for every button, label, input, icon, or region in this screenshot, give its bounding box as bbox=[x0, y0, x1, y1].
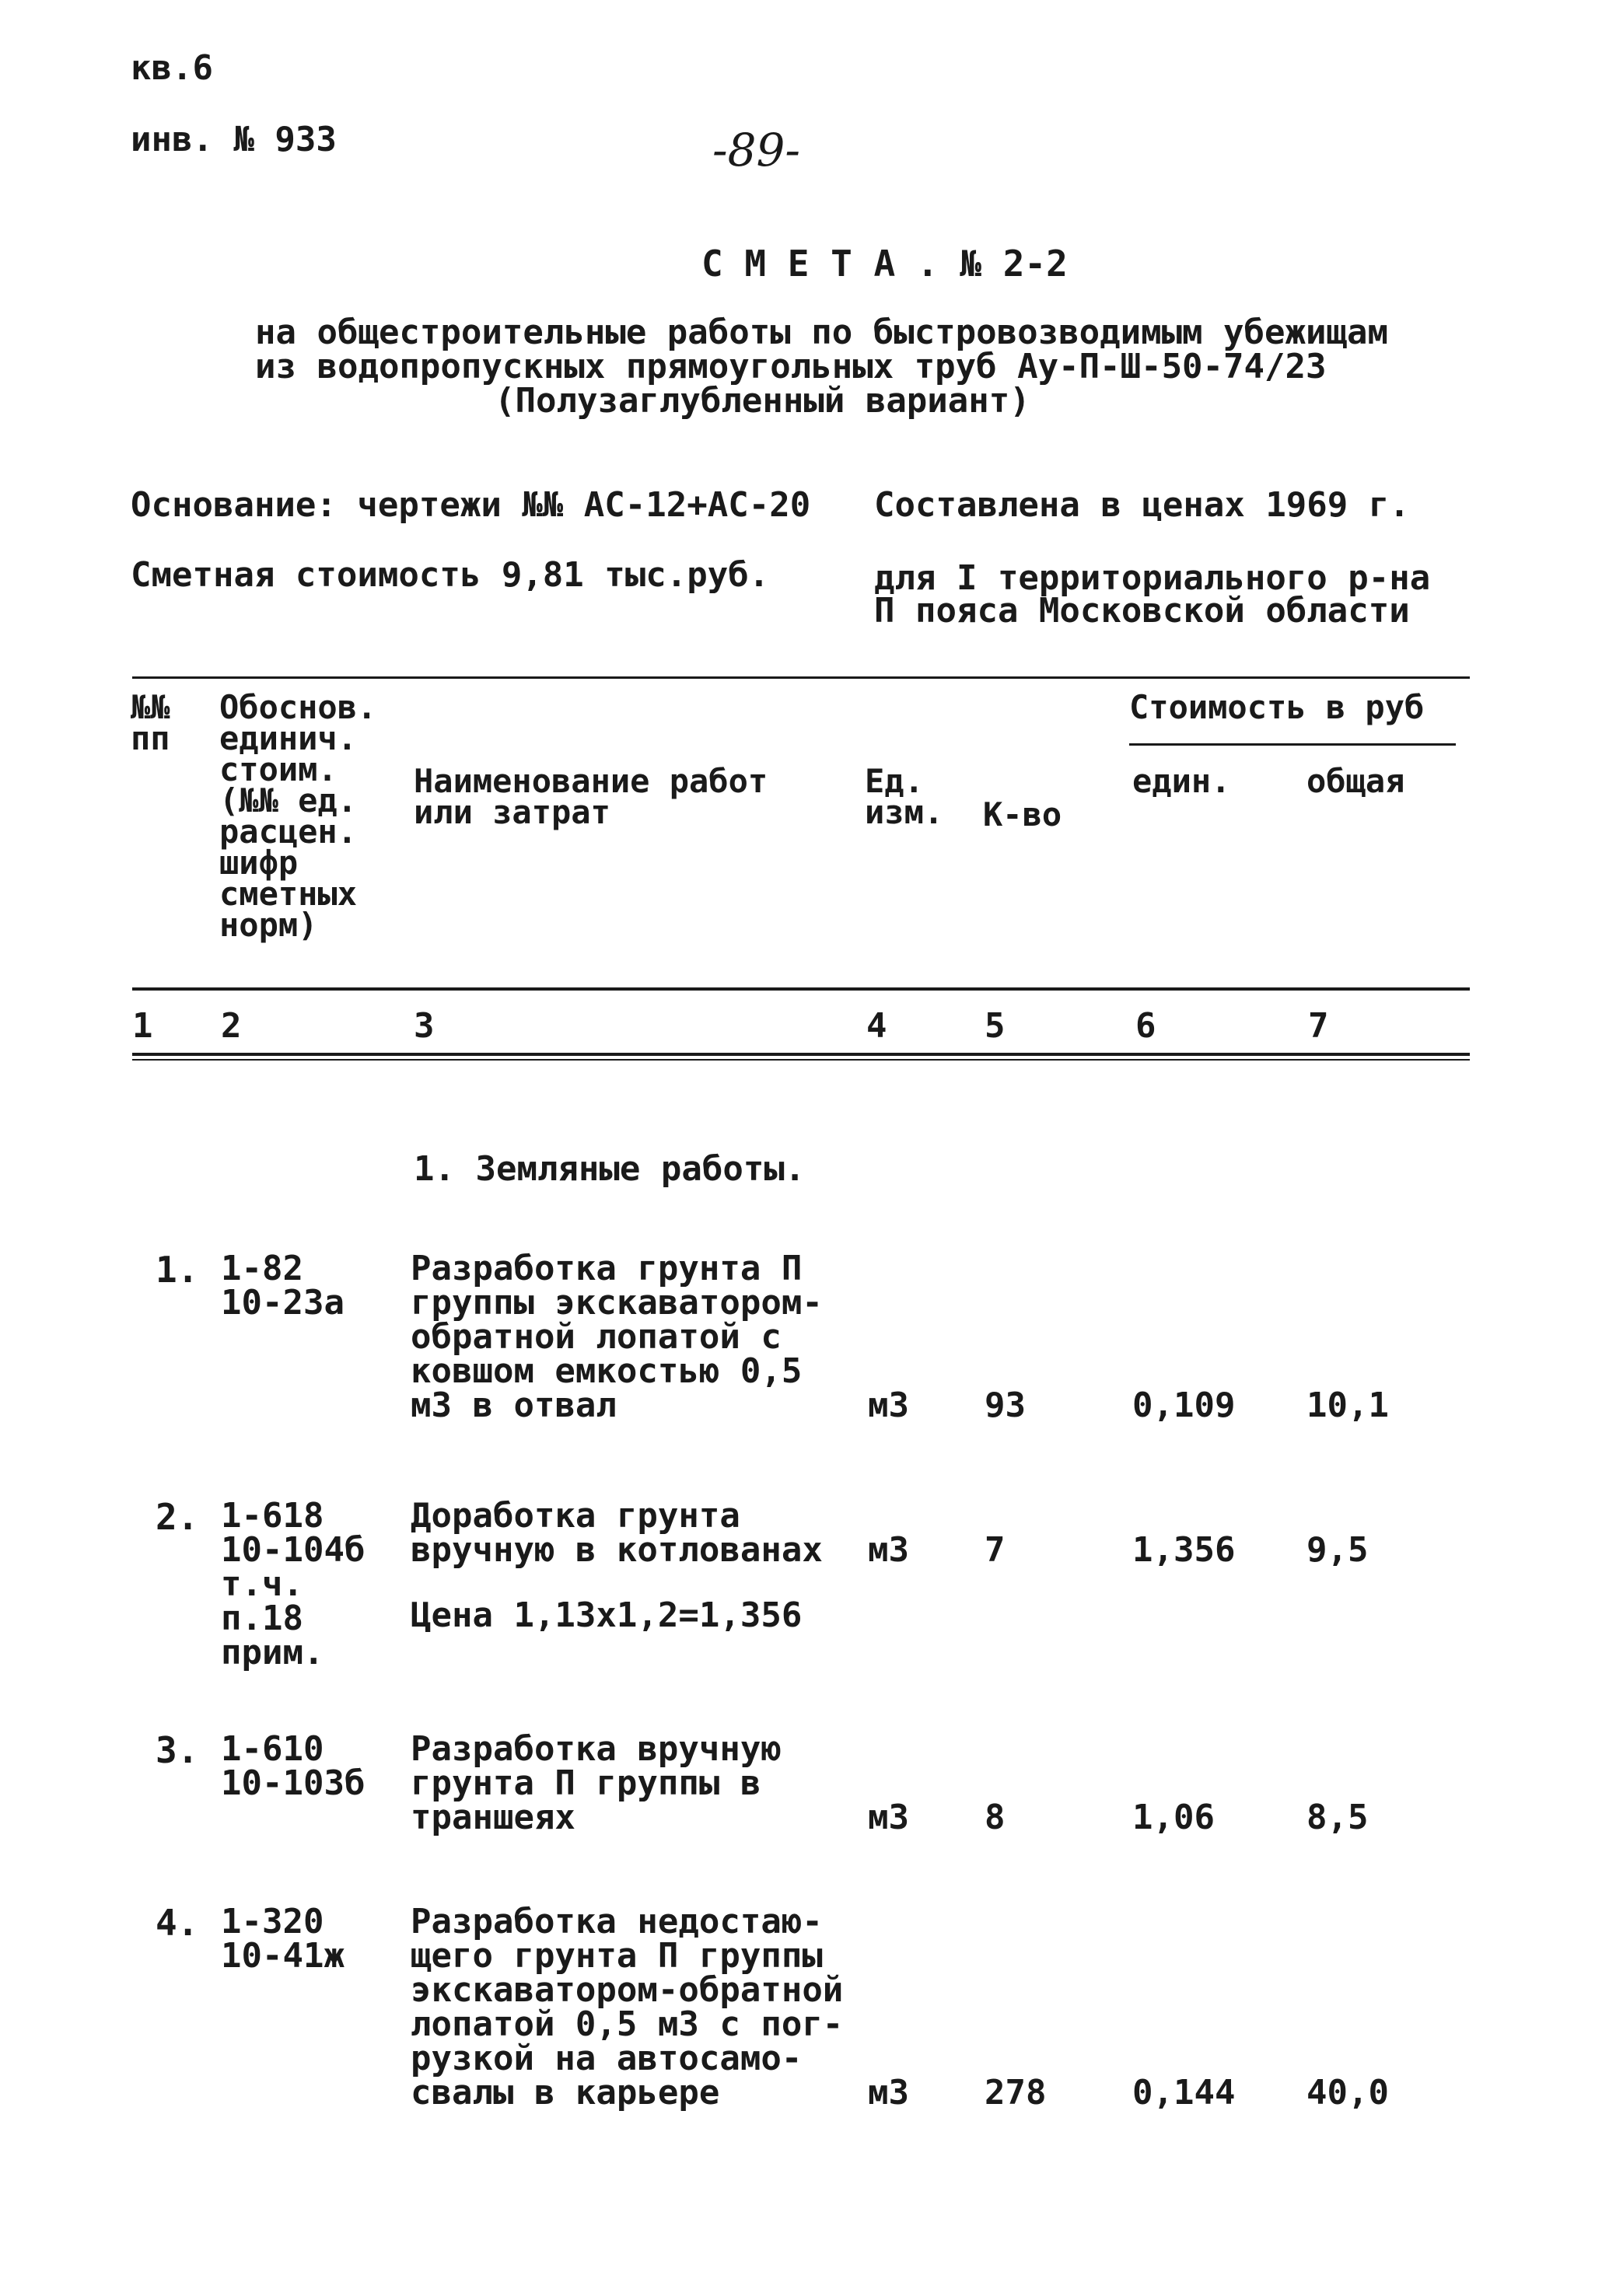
row-2-unit: м3 bbox=[868, 1530, 909, 1570]
header-basis: Обоснов. единич. стоим. (№№ ед. расцен. шифр сметных норм) bbox=[219, 688, 377, 944]
header-work-name: Наименование работ или затрат bbox=[414, 762, 768, 831]
section-title: 1. Земляные работы. bbox=[414, 1149, 806, 1189]
row-1-total: 10,1 bbox=[1306, 1386, 1389, 1425]
row-2-unit-cost: 1,356 bbox=[1132, 1530, 1236, 1570]
region-line-1: для I территориального р-на bbox=[874, 558, 1431, 598]
row-2-number: 2. bbox=[156, 1496, 199, 1538]
numbers-bottom-rule bbox=[132, 1053, 1470, 1056]
row-1-unit: м3 bbox=[868, 1386, 909, 1425]
price-basis: Составлена в ценах 1969 г. bbox=[874, 485, 1410, 525]
column-number-3: 3 bbox=[414, 1006, 435, 1046]
row-4-unit-cost: 0,144 bbox=[1132, 2073, 1236, 2113]
row-4-total: 40,0 bbox=[1306, 2073, 1389, 2113]
region-line-2: П пояса Московской области bbox=[874, 591, 1410, 631]
row-1-number: 1. bbox=[156, 1249, 199, 1291]
archive-inventory: инв. № 933 bbox=[131, 120, 337, 159]
column-number-5: 5 bbox=[985, 1006, 1006, 1046]
row-2-name: Доработка грунта вручную в котлованах bbox=[411, 1496, 823, 1570]
row-4-basis: 1-320 10-41ж bbox=[221, 1902, 345, 1976]
header-row-number: №№ пп bbox=[131, 688, 170, 757]
column-number-2: 2 bbox=[221, 1006, 242, 1046]
row-1-quantity: 93 bbox=[985, 1386, 1026, 1425]
subtitle-line-2: из водопропускных прямоугольных труб Ау-П-Ш-50-74/23 bbox=[255, 347, 1327, 386]
row-1-basis: 1-82 10-23а bbox=[221, 1249, 345, 1323]
subtitle-line-1: на общестроительные работы по быстровозводимым убежищам bbox=[255, 313, 1388, 352]
row-1-name: Разработка грунта П группы экскаватором- обратной лопатой с ковшом емкостью 0,5 м3 в отвал bbox=[411, 1249, 823, 1425]
header-quantity: К-во bbox=[983, 795, 1062, 833]
row-3-number: 3. bbox=[156, 1729, 199, 1771]
column-number-1: 1 bbox=[132, 1006, 153, 1046]
header-cost-group: Стоимость в руб bbox=[1129, 688, 1425, 726]
row-3-total: 8,5 bbox=[1306, 1798, 1369, 1837]
header-unit-cost: един. bbox=[1132, 762, 1231, 800]
row-3-unit: м3 bbox=[868, 1798, 909, 1837]
numbers-bottom-rule-second bbox=[132, 1059, 1470, 1061]
header-total-cost: общая bbox=[1306, 762, 1405, 800]
column-number-7: 7 bbox=[1308, 1006, 1329, 1046]
row-4-unit: м3 bbox=[868, 2073, 909, 2113]
header-bottom-rule bbox=[132, 987, 1470, 991]
row-4-quantity: 278 bbox=[985, 2073, 1047, 2113]
row-4-name: Разработка недостаю- щего грунта П группы экскаватором-обратной лопатой 0,5 м3 с пог- рузкой на автосамо- свалы в карьере bbox=[411, 1902, 844, 2113]
subtitle-line-3: (Полузаглубленный вариант) bbox=[495, 381, 1030, 421]
row-3-quantity: 8 bbox=[985, 1798, 1006, 1837]
row-4-number: 4. bbox=[156, 1902, 199, 1944]
column-number-4: 4 bbox=[866, 1006, 887, 1046]
basis-drawings: Основание: чертежи №№ АС-12+АС-20 bbox=[131, 485, 811, 525]
doc-title: С М Е Т А . № 2-2 bbox=[701, 243, 1068, 285]
row-3-name: Разработка вручную грунта П группы в траншеях bbox=[411, 1729, 782, 1837]
archive-kv: кв.6 bbox=[131, 48, 213, 88]
column-number-6: 6 bbox=[1135, 1006, 1156, 1046]
cost-group-rule bbox=[1129, 743, 1456, 746]
row-2-total: 9,5 bbox=[1306, 1530, 1369, 1570]
row-2-price-note: Цена 1,13х1,2=1,356 bbox=[411, 1595, 803, 1635]
estimated-cost: Сметная стоимость 9,81 тыс.руб. bbox=[131, 555, 770, 595]
row-3-basis: 1-610 10-103б bbox=[221, 1729, 366, 1803]
row-3-unit-cost: 1,06 bbox=[1132, 1798, 1215, 1837]
row-1-unit-cost: 0,109 bbox=[1132, 1386, 1236, 1425]
page-number: -89- bbox=[712, 124, 800, 176]
header-unit: Ед. изм. bbox=[865, 762, 944, 831]
row-2-basis: 1-618 10-104б т.ч. п.18 прим. bbox=[221, 1496, 366, 1672]
table-top-rule bbox=[132, 676, 1470, 679]
row-2-quantity: 7 bbox=[985, 1530, 1006, 1570]
